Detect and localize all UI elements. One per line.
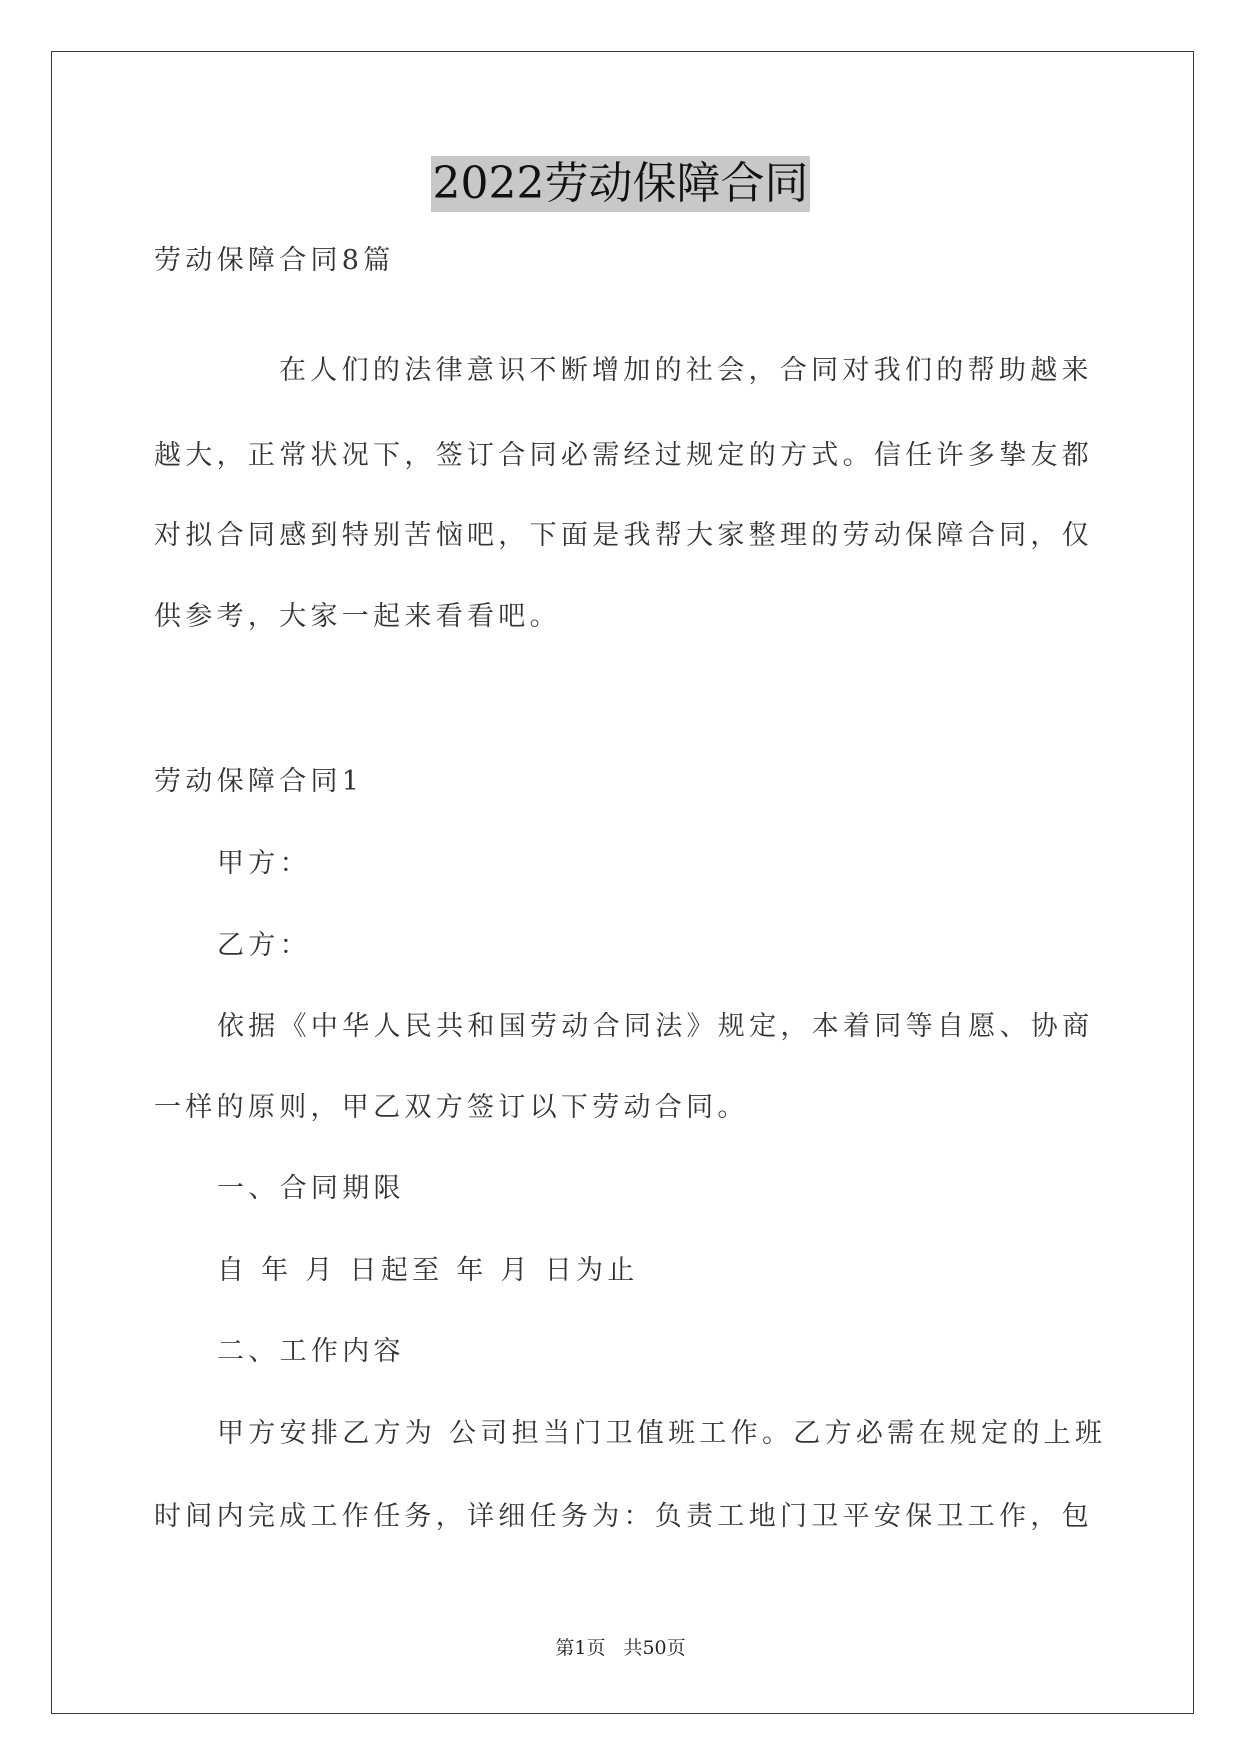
contract-term-line: 自 年 月 日起至 年 月 日为止	[217, 1255, 639, 1286]
document-title: 2022劳动保障合同	[431, 156, 811, 212]
party-a-label: 甲方：	[217, 848, 311, 879]
preamble-line-1: 依据《中华人民共和国劳动合同法》规定，本着同等自愿、协商	[217, 1011, 1094, 1042]
document-title-container	[0, 156, 1241, 212]
intro-line-1: 在人们的法律意识不断增加的社会，合同对我们的帮助越来	[279, 355, 1093, 386]
page-footer	[0, 1636, 1241, 1660]
section-2-heading: 二、工作内容	[217, 1336, 405, 1367]
page-number-current: 第1页	[555, 1637, 606, 1659]
intro-line-3: 对拟合同感到特别苦恼吧，下面是我帮大家整理的劳动保障合同，仅	[154, 520, 1093, 551]
intro-line-2: 越大，正常状况下，签订合同必需经过规定的方式。信任许多挚友都	[154, 440, 1093, 471]
preamble-line-2: 一样的原则，甲乙双方签订以下劳动合同。	[154, 1092, 749, 1123]
contract-heading: 劳动保障合同1	[154, 766, 364, 797]
page-number-total: 共50页	[623, 1637, 686, 1659]
work-content-line-2: 时间内完成工作任务，详细任务为：负责工地门卫平安保卫工作，包	[154, 1501, 1093, 1532]
party-b-label: 乙方：	[217, 930, 311, 961]
document-subtitle: 劳动保障合同8篇	[154, 245, 395, 276]
work-content-line-1: 甲方安排乙方为 公司担当门卫值班工作。乙方必需在规定的上班	[217, 1418, 1107, 1449]
intro-line-4: 供参考，大家一起来看看吧。	[154, 601, 561, 632]
section-1-heading: 一、合同期限	[217, 1173, 405, 1204]
